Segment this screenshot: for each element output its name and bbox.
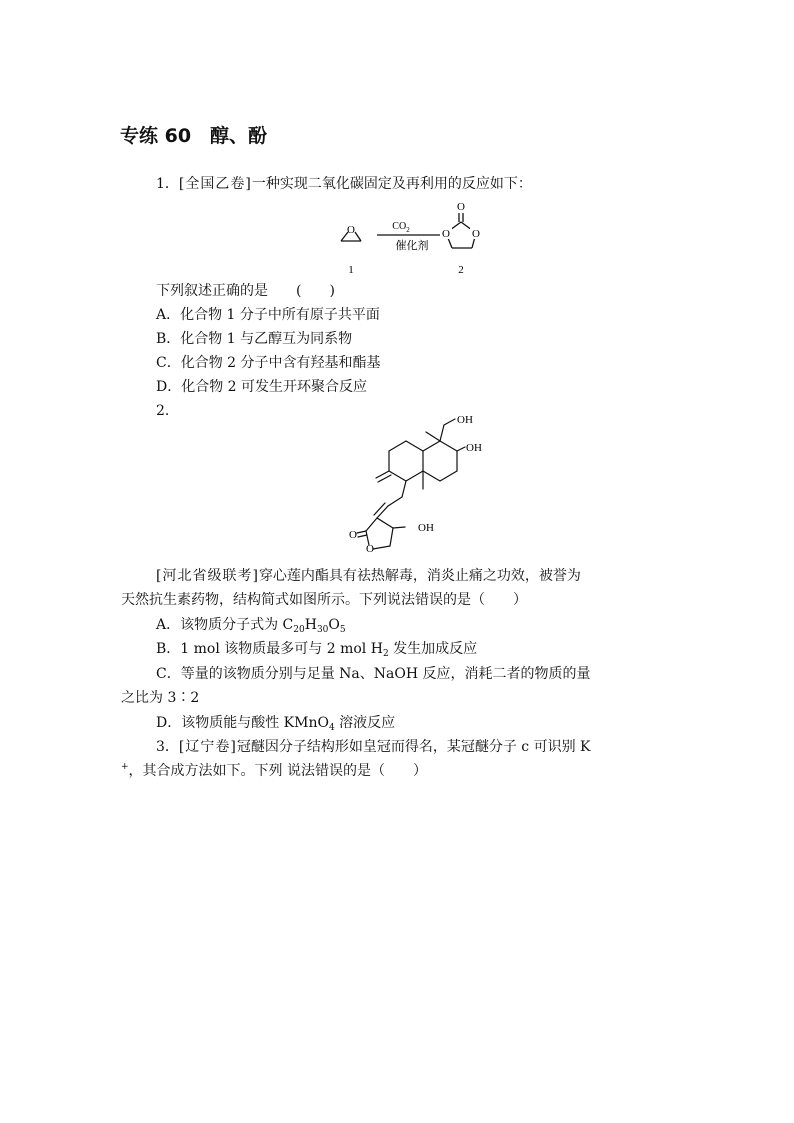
q3-stem-1: 冠醚因分子结构形如皇冠而得名，某冠醚分子 c 可识别 K [236,739,591,755]
andrographolide-structure [0,412,794,562]
page-title: 专练 60 醇、酚 [120,125,268,147]
q1-source: [全国乙卷] [178,176,252,192]
q3-source: [辽宁卷] [178,739,237,755]
oh-label-ring: OH [466,442,482,454]
q3-stem-line-1 [156,737,591,757]
q1-option-d: D．化合物 2 可发生开环聚合反应 [156,379,368,395]
q2-stem-line-1 [156,566,581,586]
q3-stem-line-2: +，其合成方法如下。下列 说法错误的是（ ） [121,762,427,779]
carbonyl-o-label: O [349,529,357,541]
oh-label-lactone: OH [418,522,434,534]
q1-option-c: C．化合物 2 分子中含有羟基和酯基 [156,355,381,371]
q3-number: 3． [156,739,179,755]
q2-number: 2. [156,403,170,419]
q2-option-c-line-1: C．等量的该物质分别与足量 Na、NaOH 反应，消耗二者的物质的量 [156,666,591,682]
q1-reaction-scheme [0,196,794,286]
oh-label-top: OH [457,414,473,426]
ring-o-label: O [366,543,374,555]
ring-oxygen-left-label: O [442,228,450,240]
q2-source: [河北省级联考] [156,568,259,584]
q2-option-d: D．该物质能与酸性 KMnO$_4$ 溶液反应 [156,715,396,733]
q2-option-c-line-2: 之比为 3∶2 [121,690,200,706]
q1-option-b: B．化合物 1 与乙醇互为同系物 [156,331,353,347]
q2-option-b: B．1 mol 该物质最多可与 2 mol $H_2$ 发生加成反应 [156,641,478,659]
q2-stem-line-2: 天然抗生素药物，结构简式如图所示。下列说法错误的是（ ） [121,592,527,608]
q1-question: 下列叙述正确的是 ( ) [156,283,335,299]
epoxide-oxygen-label: O [347,224,355,236]
q1-stem-line [156,174,532,194]
q1-number: 1． [156,176,179,192]
reagent-co2-label: $CO_2$ [392,221,410,234]
reaction-arrow [377,232,448,238]
q1-stem: 一种实现二氧化碳固定及再利用的反应如下： [251,176,532,192]
compound-1-label: 1 [348,264,354,276]
catalyst-label: 催化剂 [395,239,429,252]
q2-option-a: A．该物质分子式为 $C_{20}H_{30}O_5$ [156,617,346,635]
compound-2-label: 2 [458,264,464,276]
q1-option-a: A．化合物 1 分子中所有原子共平面 [156,307,380,323]
carbonyl-oxygen-label: O [457,201,465,213]
q2-stem-1: 穿心莲内酯具有祛热解毒，消炎止痛之功效，被誉为 [258,568,581,584]
ring-oxygen-right-label: O [472,228,480,240]
